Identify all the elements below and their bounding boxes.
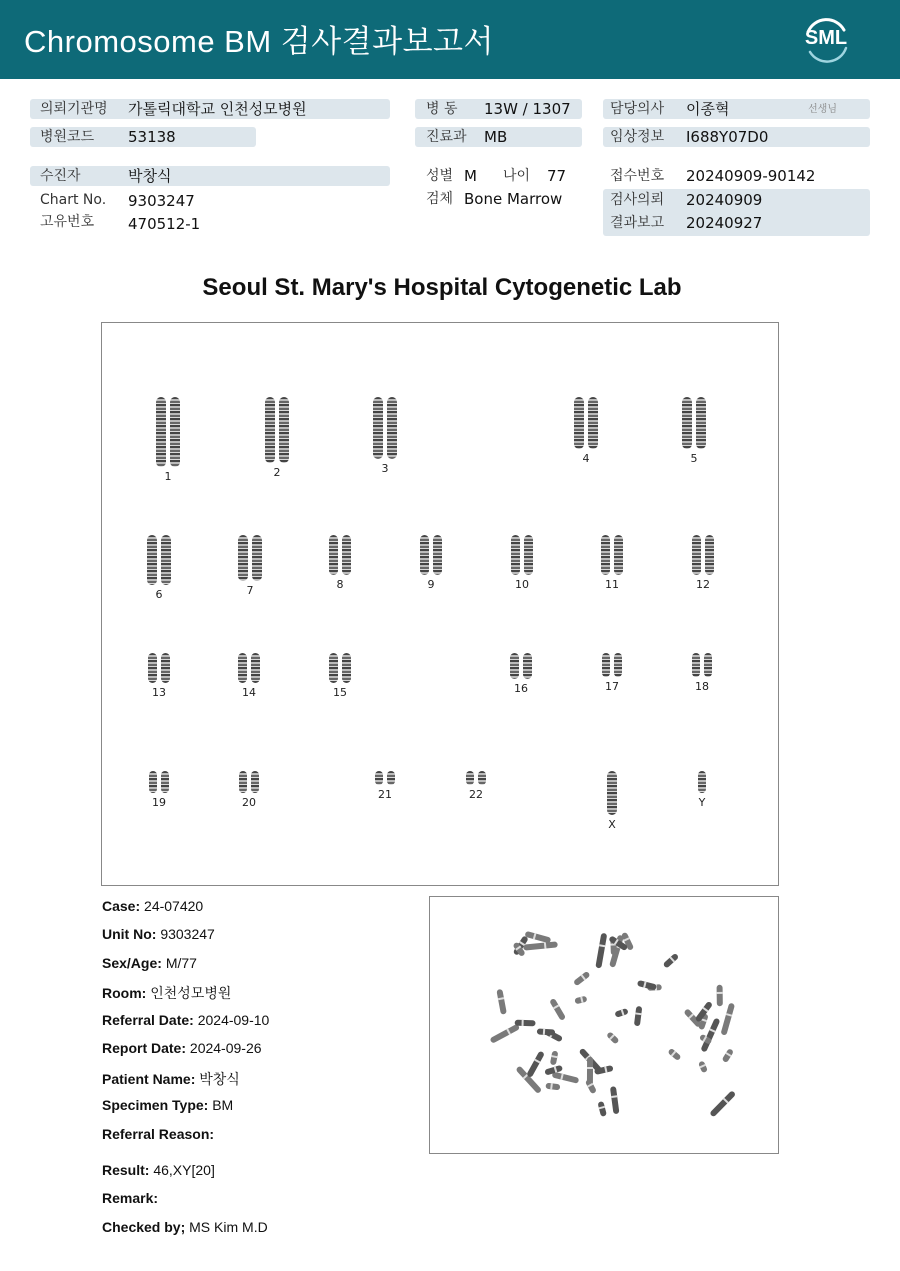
chromosome-pair-21 — [355, 759, 415, 801]
chromosome-pair-8 — [310, 523, 370, 591]
chromosome-label-3: 3 — [381, 462, 389, 475]
chromosome-label-17: 17 — [605, 680, 619, 693]
metaphase-chromosome — [663, 953, 680, 969]
chromosome-pair-19 — [129, 759, 189, 809]
chromosome-label-8: 8 — [336, 578, 344, 591]
chromosome-y-1 — [698, 771, 706, 793]
chromosome-12-1 — [692, 535, 701, 575]
age-value: 77 — [547, 167, 567, 185]
report-label: 결과보고 — [610, 215, 665, 231]
chromosome-pair-12 — [673, 523, 733, 591]
chromosome-12-2 — [705, 535, 714, 575]
chromosome-pair-15 — [310, 641, 370, 699]
metaphase-chromosome — [489, 1024, 520, 1044]
metaphase-chromosome — [552, 1071, 580, 1083]
chromosome-pair-x — [582, 759, 642, 831]
patient-bar — [30, 166, 390, 186]
ward-label: 병 동 — [426, 101, 458, 117]
result-row: Result: 46,XY[20] — [102, 1162, 215, 1178]
sex-value: M — [464, 167, 477, 185]
chromosome-11-2 — [614, 535, 623, 575]
dept-label: 진료과 — [426, 129, 467, 145]
metaphase-chromosome — [537, 1028, 556, 1035]
unique-label: 고유번호 — [40, 214, 95, 230]
report-value: 20240927 — [686, 214, 763, 232]
doctor-label: 담당의사 — [610, 101, 665, 117]
metaphase-chromosome — [722, 1048, 734, 1063]
chromosome-17-2 — [614, 653, 622, 677]
specimen-label: 검체 — [426, 191, 454, 207]
chromosome-3-2 — [387, 397, 397, 459]
chromosome-pair-17 — [582, 641, 642, 693]
chromosome-label-21: 21 — [378, 788, 392, 801]
chart-value: 9303247 — [128, 192, 195, 210]
metaphase-chromosome — [667, 1048, 681, 1061]
metaphase-chromosome — [597, 1101, 607, 1117]
chromosome-pair-9 — [401, 523, 461, 591]
checked-row: Checked by; MS Kim M.D — [102, 1219, 268, 1235]
chromosome-label-13: 13 — [152, 686, 166, 699]
chromosome-15-2 — [342, 653, 351, 683]
metaphase-spread-image — [429, 896, 779, 1154]
metaphase-chromosome — [698, 1060, 708, 1073]
institution-label: 의뢰기관명 — [40, 101, 108, 117]
chromosome-label-2: 2 — [273, 466, 281, 479]
chromosome-21-2 — [387, 771, 395, 785]
chromosome-10-1 — [511, 535, 520, 575]
chromosome-13-1 — [148, 653, 157, 683]
chromosome-pair-6 — [129, 523, 189, 601]
reason-row: Referral Reason: — [102, 1126, 215, 1142]
chromosome-13-2 — [161, 653, 170, 683]
chromosome-label-18: 18 — [695, 680, 709, 693]
chart-label: Chart No. — [40, 192, 107, 208]
chromosome-20-2 — [251, 771, 259, 793]
age-label: 나이 — [503, 168, 531, 184]
chromosome-label-4: 4 — [582, 452, 590, 465]
chromosome-pair-22 — [446, 759, 506, 801]
chromosome-1-1 — [156, 397, 166, 467]
chromosome-label-14: 14 — [242, 686, 256, 699]
chromosome-19-2 — [161, 771, 169, 793]
chromosome-label-1: 1 — [164, 470, 172, 483]
metaphase-chromosome — [634, 1006, 642, 1026]
chromosome-label-15: 15 — [333, 686, 347, 699]
hospital-code-value: 53138 — [128, 128, 176, 146]
metaphase-chromosome — [720, 1003, 735, 1036]
chromosome-15-1 — [329, 653, 338, 683]
metaphase-chromosome — [524, 931, 551, 944]
ward-value: 13W / 1307 — [484, 100, 571, 118]
chromosome-2-2 — [279, 397, 289, 463]
report-header — [0, 0, 900, 79]
chromosome-pair-7 — [220, 523, 280, 597]
metaphase-chromosome — [515, 1065, 542, 1094]
chromosome-pair-4 — [556, 385, 616, 465]
chromosome-20-1 — [239, 771, 247, 793]
chromosome-pair-2 — [247, 385, 307, 479]
chromosome-x-1 — [607, 771, 617, 815]
chromosome-label-19: 19 — [152, 796, 166, 809]
metaphase-chromosomes — [430, 897, 778, 1153]
metaphase-chromosome — [637, 980, 657, 990]
chromosome-pair-14 — [219, 641, 279, 699]
metaphase-chromosome — [545, 1083, 560, 1091]
metaphase-chromosome — [585, 1079, 597, 1095]
chromosome-1-2 — [170, 397, 180, 467]
chromosome-5-1 — [682, 397, 692, 449]
chromosome-9-2 — [433, 535, 442, 575]
room-row: Room: 인천성모병원 — [102, 985, 232, 1001]
case-row: Case: 24-07420 — [102, 898, 204, 914]
chromosome-label-x: X — [608, 818, 616, 831]
chromosome-14-1 — [238, 653, 247, 683]
chromosome-4-1 — [574, 397, 584, 449]
dept-value: MB — [484, 128, 508, 146]
metaphase-chromosome — [614, 1008, 628, 1018]
metaphase-chromosome — [717, 985, 723, 1006]
chromosome-19-1 — [149, 771, 157, 793]
patient-value: 박창식 — [128, 167, 172, 185]
doctor-value: 이종혁 — [686, 100, 730, 118]
metaphase-chromosome — [606, 1031, 620, 1044]
metaphase-chromosome — [573, 971, 591, 987]
unit-row: Unit No: 9303247 — [102, 926, 215, 942]
metaphase-chromosome — [526, 1051, 545, 1079]
specimen-row: Specimen Type: BM — [102, 1097, 234, 1113]
chromosome-8-2 — [342, 535, 351, 575]
sex-label: 성별 — [426, 168, 454, 184]
logo-text: SML — [804, 27, 848, 49]
chromosome-label-12: 12 — [696, 578, 710, 591]
receipt-label: 접수번호 — [610, 168, 665, 184]
clinical-value: I688Y07D0 — [686, 128, 769, 146]
chromosome-18-1 — [692, 653, 700, 677]
chromosome-label-6: 6 — [155, 588, 163, 601]
chromosome-6-1 — [147, 535, 157, 585]
sml-logo — [798, 12, 854, 68]
chromosome-14-2 — [251, 653, 260, 683]
chromosome-label-11: 11 — [605, 578, 619, 591]
chromosome-22-2 — [478, 771, 486, 785]
chromosome-label-5: 5 — [690, 452, 698, 465]
chromosome-label-y: Y — [698, 796, 706, 809]
lab-title: Seoul St. Mary's Hospital Cytogenetic Lab — [202, 274, 682, 301]
metaphase-chromosome — [595, 933, 607, 969]
chromosome-21-1 — [375, 771, 383, 785]
chromosome-17-1 — [602, 653, 610, 677]
institution-value: 가톨릭대학교 인천성모병원 — [128, 100, 307, 118]
chromosome-pair-11 — [582, 523, 642, 591]
chromosome-pair-16 — [491, 641, 551, 695]
request-value: 20240909 — [686, 191, 763, 209]
doctor-suffix: 선생님 — [808, 104, 837, 115]
chromosome-7-2 — [252, 535, 262, 581]
chromosome-label-16: 16 — [514, 682, 528, 695]
chromosome-pair-3 — [355, 385, 415, 475]
metaphase-chromosome — [496, 989, 507, 1015]
chromosome-pair-13 — [129, 641, 189, 699]
chromosome-pair-y — [672, 759, 732, 809]
report-date-row: Report Date: 2024-09-26 — [102, 1040, 262, 1056]
chromosome-label-22: 22 — [469, 788, 483, 801]
patient-name-row: Patient Name: 박창식 — [102, 1071, 240, 1087]
chromosome-18-2 — [704, 653, 712, 677]
chromosome-pair-10 — [492, 523, 552, 591]
chromosome-pair-5 — [664, 385, 724, 465]
chromosome-label-7: 7 — [246, 584, 254, 597]
chromosome-4-2 — [588, 397, 598, 449]
chromosome-label-10: 10 — [515, 578, 529, 591]
chromosome-2-1 — [265, 397, 275, 463]
patient-label: 수진자 — [40, 168, 81, 184]
metaphase-chromosome — [709, 1090, 736, 1117]
chromosome-pair-18 — [672, 641, 732, 693]
metaphase-chromosome — [549, 998, 566, 1021]
chromosome-6-2 — [161, 535, 171, 585]
karyotype-panel — [101, 322, 779, 886]
unique-value: 470512-1 — [128, 215, 201, 233]
metaphase-chromosome — [550, 1050, 559, 1065]
chromosome-16-2 — [523, 653, 532, 679]
chromosome-3-1 — [373, 397, 383, 459]
receipt-value: 20240909-90142 — [686, 167, 816, 185]
chromosome-8-1 — [329, 535, 338, 575]
remark-row: Remark: — [102, 1190, 159, 1206]
chromosome-16-1 — [510, 653, 519, 679]
chromosome-label-9: 9 — [427, 578, 435, 591]
chromosome-5-2 — [696, 397, 706, 449]
sexage-row: Sex/Age: M/77 — [102, 955, 197, 971]
clinical-label: 임상정보 — [610, 129, 665, 145]
metaphase-chromosome — [574, 996, 587, 1005]
request-label: 검사의뢰 — [610, 192, 665, 208]
hospital-code-label: 병원코드 — [40, 129, 95, 145]
chromosome-11-1 — [601, 535, 610, 575]
metaphase-chromosome — [515, 1020, 536, 1027]
chromosome-pair-20 — [219, 759, 279, 809]
chromosome-7-1 — [238, 535, 248, 581]
chromosome-9-1 — [420, 535, 429, 575]
chromosome-10-2 — [524, 535, 533, 575]
chromosome-pair-1 — [138, 385, 198, 483]
metaphase-chromosome — [610, 1086, 620, 1114]
report-title: Chromosome BM 검사결과보고서 — [24, 24, 494, 59]
chromosome-22-1 — [466, 771, 474, 785]
specimen-value: Bone Marrow — [464, 190, 563, 208]
metaphase-chromosome — [523, 941, 558, 950]
referral-date-row: Referral Date: 2024-09-10 — [102, 1012, 270, 1028]
chromosome-label-20: 20 — [242, 796, 256, 809]
